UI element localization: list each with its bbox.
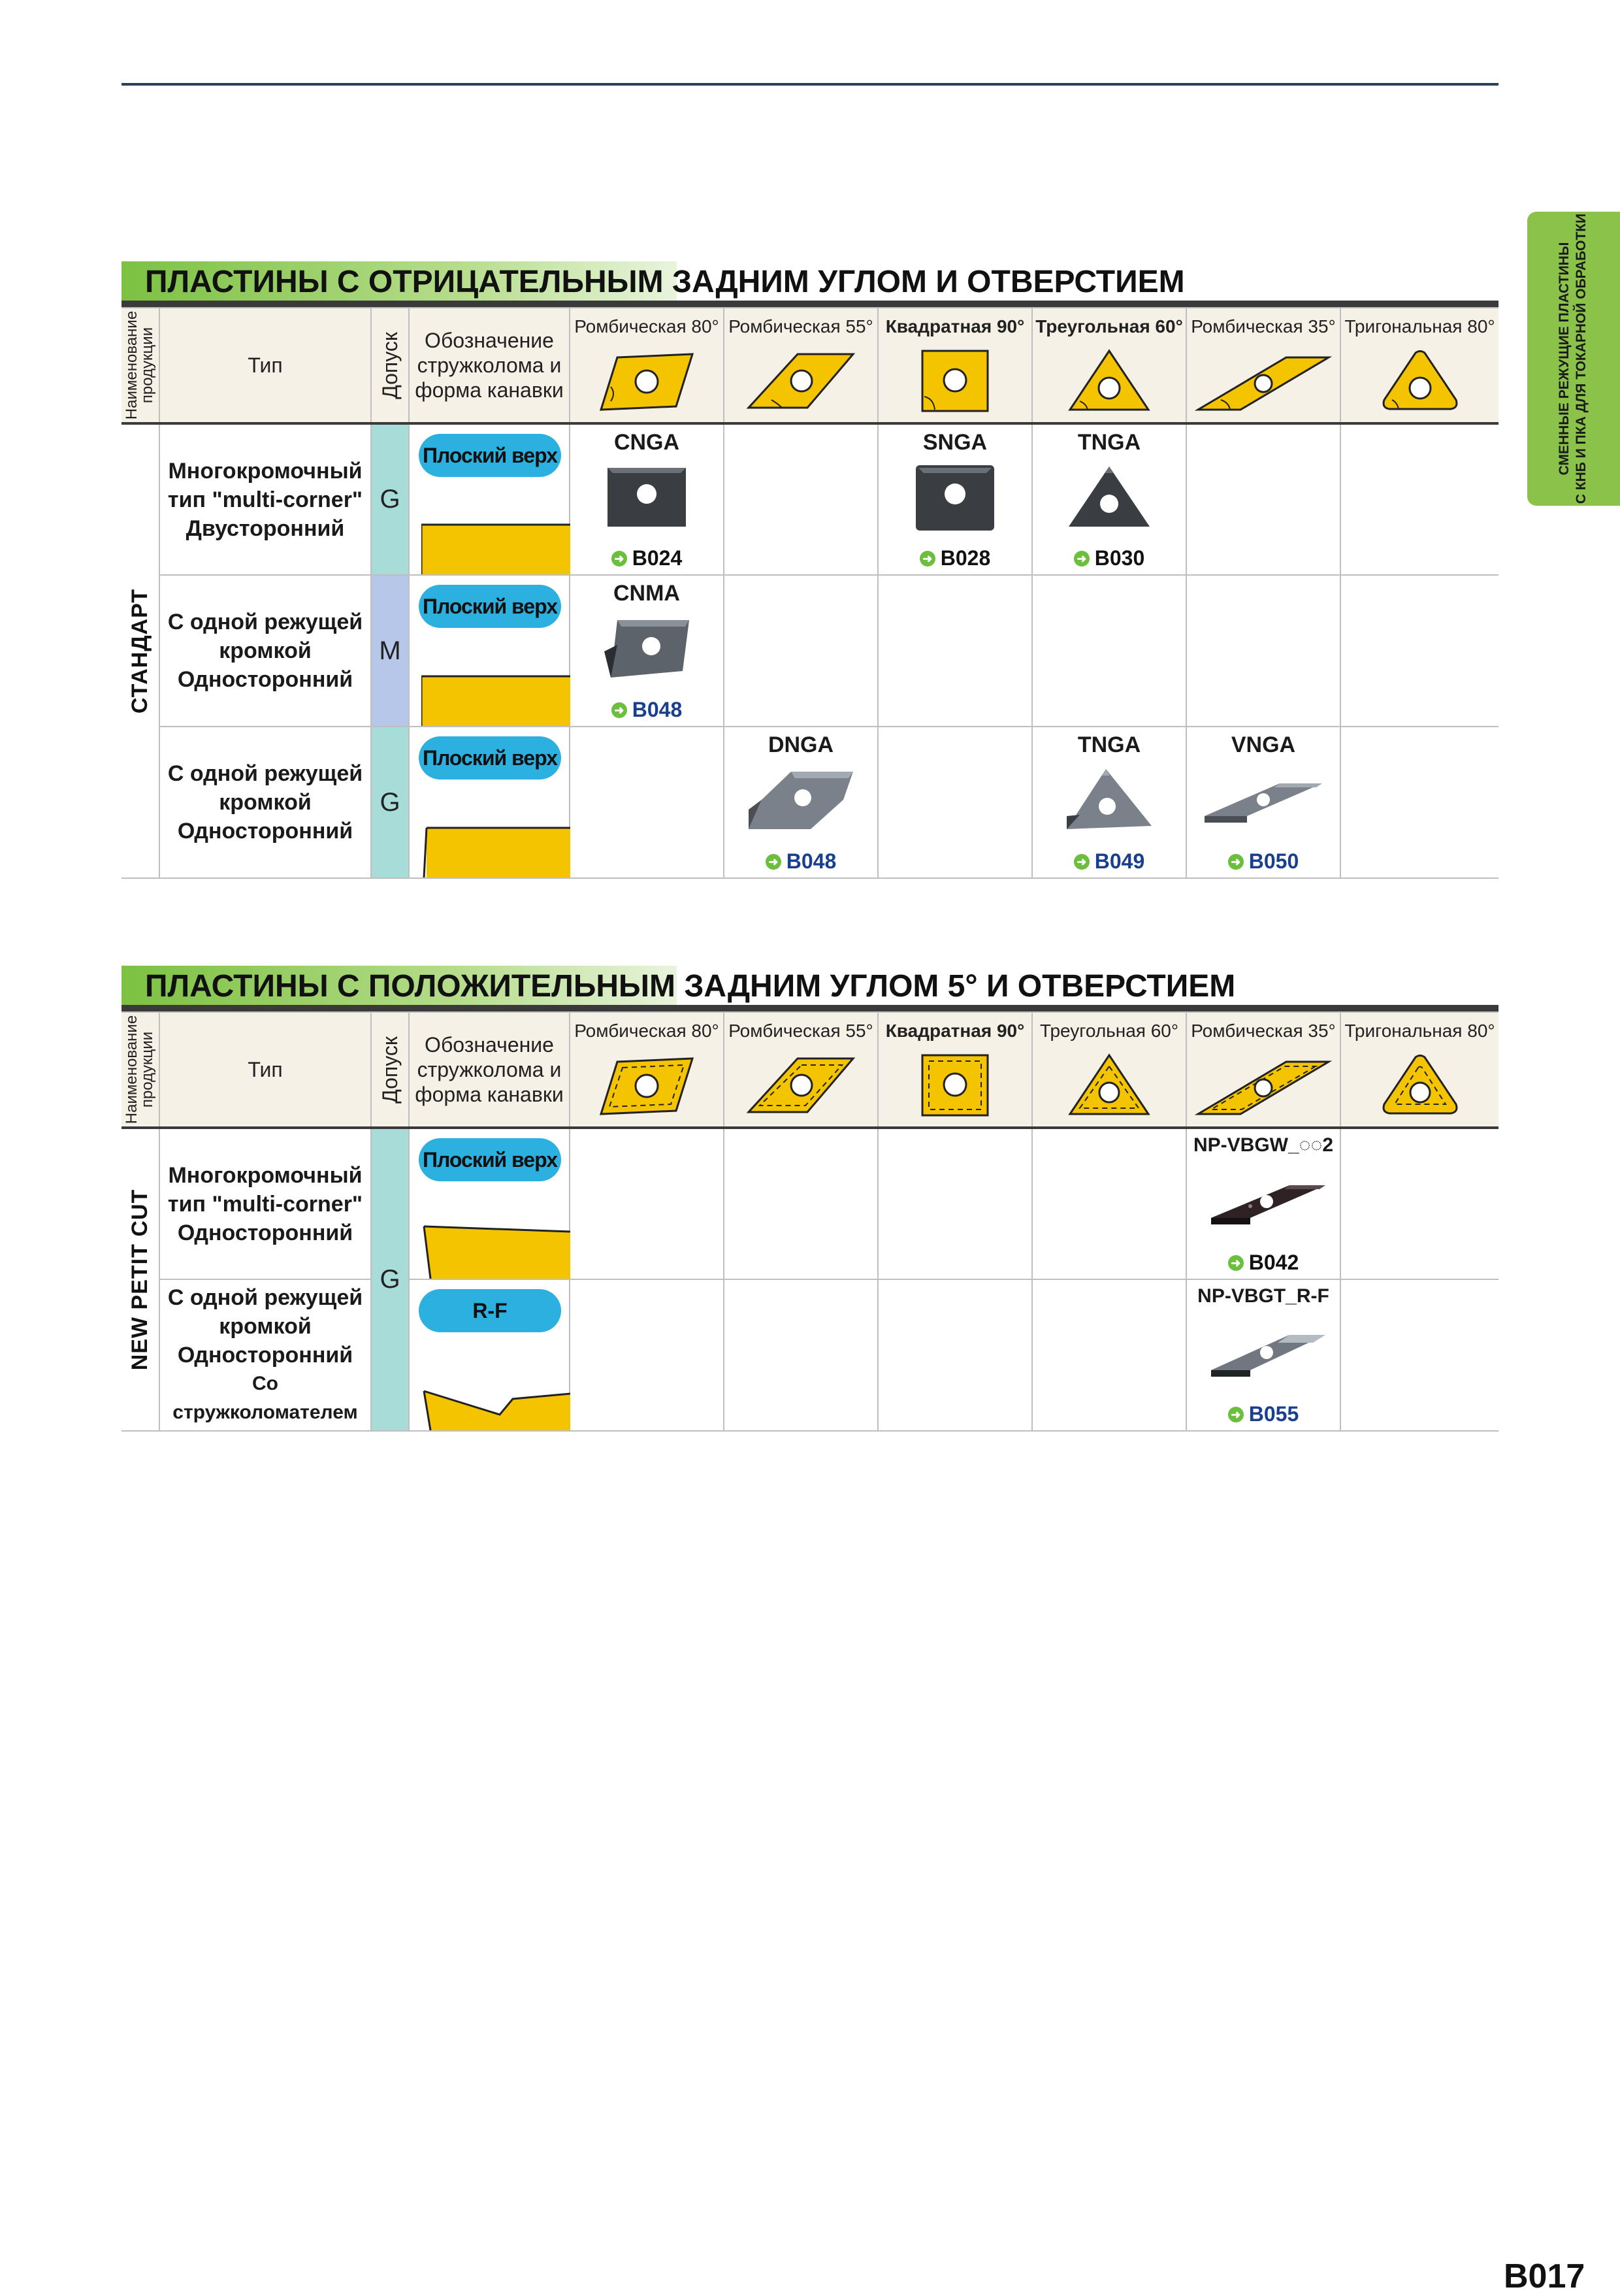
product-cell[interactable] [1186, 1128, 1340, 1279]
empty-cell [1186, 575, 1340, 727]
header-tolerance: Допуск [371, 1012, 409, 1128]
rhombic-55-shape-icon [745, 1052, 856, 1117]
type-line: Двусторонний [186, 516, 345, 541]
side-tab[interactable] [1527, 212, 1620, 506]
shape-triangular-60: Треугольная 60° [1032, 308, 1186, 423]
product-code: TNGA [1077, 732, 1141, 757]
cnma-insert-icon [598, 612, 696, 684]
section1-row1-tolerance: G [371, 423, 409, 575]
chipbreaker-pill[interactable]: R-F [419, 1289, 561, 1332]
arrow-icon: ➜ [1228, 1255, 1244, 1271]
triangular-60-shape-icon [1067, 1052, 1152, 1117]
arrow-icon: ➜ [766, 854, 781, 870]
page-ref[interactable]: ➜ B050 [1187, 849, 1340, 874]
type-line: кромкой [219, 790, 312, 815]
flat-top-groove-icon [421, 1225, 570, 1279]
section1-row-1 [122, 423, 1498, 575]
empty-cell [570, 727, 724, 878]
section2-title: ПЛАСТИНЫ С ПОЛОЖИТЕЛЬНЫМ ЗАДНИМ УГЛОМ 5° И ОТВЕРСТИЕМ [145, 969, 1236, 1004]
product-code: CNGA [613, 430, 680, 455]
type-line: Со стружколомателем [172, 1373, 358, 1423]
type-line: С одной режущей [167, 761, 363, 786]
empty-cell [878, 1128, 1032, 1279]
type-line: Односторонний [177, 1220, 353, 1245]
arrow-icon: ➜ [1228, 854, 1244, 870]
shape-rhombic-35: Ромбическая 35° [1186, 1012, 1340, 1128]
trigonal-80-shape-icon [1378, 348, 1463, 413]
shape-rhombic-35: Ромбическая 35° [1186, 308, 1340, 423]
page-ref[interactable]: ➜ B055 [1187, 1402, 1340, 1426]
empty-cell [1340, 423, 1498, 575]
shape-square-90: Квадратная 90° [878, 308, 1032, 423]
empty-cell [1340, 575, 1498, 727]
section1-row1-chipbreaker [409, 423, 570, 575]
empty-cell [1186, 423, 1340, 575]
arrow-icon: ➜ [920, 551, 935, 566]
np-vbgt-insert-icon [1198, 1317, 1329, 1388]
chipbreaker-pill[interactable]: Плоский верх [419, 585, 561, 628]
header-product-name: Наименование продукции [122, 1012, 159, 1128]
type-line: кромкой [219, 638, 312, 663]
snga-insert-icon [909, 461, 1001, 533]
type-line: кромкой [219, 1314, 312, 1339]
chipbreaker-pill[interactable]: Плоский верх [419, 1138, 561, 1181]
rhombic-80-shape-icon [598, 348, 696, 413]
square-90-shape-icon [919, 348, 991, 413]
section1-row3-chipbreaker [409, 727, 570, 878]
product-cell[interactable] [724, 727, 878, 878]
empty-cell [570, 1279, 724, 1431]
flat-top-groove-icon [421, 825, 570, 877]
rhombic-55-shape-icon [745, 348, 856, 413]
product-cell[interactable] [878, 423, 1032, 575]
section1-row2-tolerance: M [371, 575, 409, 727]
chipbreaker-pill[interactable]: Плоский верх [419, 736, 561, 779]
vnga-insert-icon [1201, 764, 1325, 836]
section1-row-2 [122, 575, 1498, 727]
empty-cell [878, 1279, 1032, 1431]
arrow-icon: ➜ [1228, 1407, 1244, 1422]
type-line: Многокромочный [168, 1162, 363, 1188]
cnga-insert-icon [601, 461, 692, 533]
product-code: VNGA [1231, 732, 1296, 757]
empty-cell [1032, 1128, 1186, 1279]
flat-top-groove-icon [421, 522, 570, 574]
page-ref[interactable]: ➜ B049 [1033, 849, 1186, 874]
empty-cell [1032, 1279, 1186, 1431]
shape-trigonal-80: Тригональная 80° [1340, 1012, 1498, 1128]
section2-tolerance: G [371, 1128, 409, 1431]
shape-rhombic-80: Ромбическая 80° [570, 308, 724, 423]
product-code: NP-VBGW_◌◌2 [1193, 1134, 1333, 1156]
side-tab-line2: С КНБ И ПКА ДЛЯ ТОКАРНОЙ ОБРАБОТКИ [1574, 213, 1589, 504]
top-rule [122, 83, 1498, 86]
square-90-shape-icon [919, 1052, 991, 1117]
product-cell[interactable] [570, 423, 724, 575]
arrow-icon: ➜ [1074, 854, 1090, 870]
section2-family-cell [122, 1128, 159, 1431]
product-cell[interactable] [1032, 727, 1186, 878]
section1-row2-chipbreaker [409, 575, 570, 727]
section2-row2-chipbreaker [409, 1279, 570, 1431]
product-cell[interactable] [570, 575, 724, 727]
section2-row-1 [122, 1128, 1498, 1279]
side-tab-line1: СМЕННЫЕ РЕЖУЩИЕ ПЛАСТИНЫ [1557, 242, 1572, 476]
shape-rhombic-55: Ромбическая 55° [724, 308, 878, 423]
flat-top-groove-icon [421, 674, 570, 726]
header-product-name: Наименование продукции [122, 308, 159, 423]
arrow-icon: ➜ [611, 702, 627, 718]
shape-rhombic-80: Ромбическая 80° [570, 1012, 724, 1128]
product-code: TNGA [1077, 430, 1141, 455]
shape-square-90: Квадратная 90° [878, 1012, 1032, 1128]
shape-rhombic-55: Ромбическая 55° [724, 1012, 878, 1128]
empty-cell [1340, 1128, 1498, 1279]
page-ref[interactable]: ➜ B048 [724, 849, 877, 874]
section1-title: ПЛАСТИНЫ С ОТРИЦАТЕЛЬНЫМ ЗАДНИМ УГЛОМ И ОТВЕРСТИЕМ [145, 265, 1185, 299]
section2-title-rule [122, 1005, 1498, 1011]
page-ref[interactable]: ➜ B028 [879, 546, 1031, 570]
section1-row3-tolerance: G [371, 727, 409, 878]
product-code: DNGA [768, 732, 834, 757]
section2-row2-type [159, 1279, 371, 1431]
product-cell[interactable] [1032, 423, 1186, 575]
product-code: NP-VBGT_R-F [1197, 1285, 1329, 1307]
type-line: Односторонний [177, 1343, 353, 1368]
product-cell[interactable] [1186, 727, 1340, 878]
header-type: Тип [159, 308, 371, 423]
shape-triangular-60: Треугольная 60° [1032, 1012, 1186, 1128]
type-line: Многокромочный [168, 458, 363, 484]
side-tab-text [1532, 213, 1613, 504]
r-f-groove-icon [421, 1365, 570, 1430]
product-code: SNGA [922, 430, 988, 455]
empty-cell [1032, 575, 1186, 727]
type-line: Односторонний [177, 667, 353, 692]
section2-row1-chipbreaker [409, 1128, 570, 1279]
tnga-insert-icon [1060, 764, 1158, 836]
type-line: С одной режущей [167, 610, 363, 634]
section1-title-bar [122, 261, 1498, 301]
section2-row-2 [122, 1279, 1498, 1431]
header-designation: Обозначение стружколома и форма канавки [409, 308, 570, 423]
section1-row2-type [159, 575, 371, 727]
arrow-icon: ➜ [611, 551, 627, 566]
chipbreaker-pill[interactable]: Плоский верх [419, 434, 561, 477]
tnga-insert-icon [1063, 461, 1155, 533]
dnga-insert-icon [745, 764, 856, 836]
page-ref[interactable]: ➜ B042 [1187, 1251, 1340, 1275]
empty-cell [878, 575, 1032, 727]
rhombic-35-shape-icon [1195, 348, 1332, 413]
section1-row-3 [122, 727, 1498, 878]
rhombic-80-shape-icon [598, 1052, 696, 1117]
empty-cell [724, 1279, 878, 1431]
empty-cell [1340, 727, 1498, 878]
empty-cell [570, 1128, 724, 1279]
empty-cell [724, 575, 878, 727]
section1-title-rule [122, 301, 1498, 307]
page-ref[interactable]: ➜ B024 [570, 546, 723, 570]
section2-row1-type [159, 1128, 371, 1279]
section1-family-cell [122, 423, 159, 878]
rhombic-35-shape-icon [1195, 1052, 1332, 1117]
section2-table [122, 1011, 1498, 1432]
page-ref[interactable]: ➜ B030 [1033, 546, 1186, 570]
page-number: B017 [1504, 2257, 1585, 2295]
section1-row1-type [159, 423, 371, 575]
empty-cell [878, 727, 1032, 878]
type-line: Односторонний [177, 819, 353, 844]
type-line: тип "multi-corner" [167, 1191, 363, 1217]
product-code: CNMA [613, 581, 680, 606]
empty-cell [1340, 1279, 1498, 1431]
empty-cell [724, 423, 878, 575]
product-cell[interactable] [1186, 1279, 1340, 1431]
section2-title-bar [122, 966, 1498, 1005]
side-tab-notch [1616, 212, 1620, 329]
shape-trigonal-80: Тригональная 80° [1340, 308, 1498, 423]
trigonal-80-shape-icon [1378, 1052, 1463, 1117]
section1-row3-type [159, 727, 371, 878]
header-type: Тип [159, 1012, 371, 1128]
section2-family: NEW PETIT CUT [127, 1189, 152, 1371]
section1-header-row [122, 308, 1498, 423]
empty-cell [724, 1128, 878, 1279]
page-ref[interactable]: ➜ B048 [570, 698, 723, 722]
arrow-icon: ➜ [1074, 551, 1090, 566]
np-vbgw-insert-icon [1198, 1166, 1329, 1238]
header-tolerance: Допуск [371, 308, 409, 423]
triangular-60-shape-icon [1067, 348, 1152, 413]
section1-family: СТАНДАРТ [127, 588, 152, 714]
type-line: С одной режущей [167, 1285, 363, 1310]
header-designation: Обозначение стружколома и форма канавки [409, 1012, 570, 1128]
type-line: тип "multi-corner" [167, 487, 363, 512]
section2-header-row [122, 1012, 1498, 1128]
section1-table [122, 307, 1498, 879]
